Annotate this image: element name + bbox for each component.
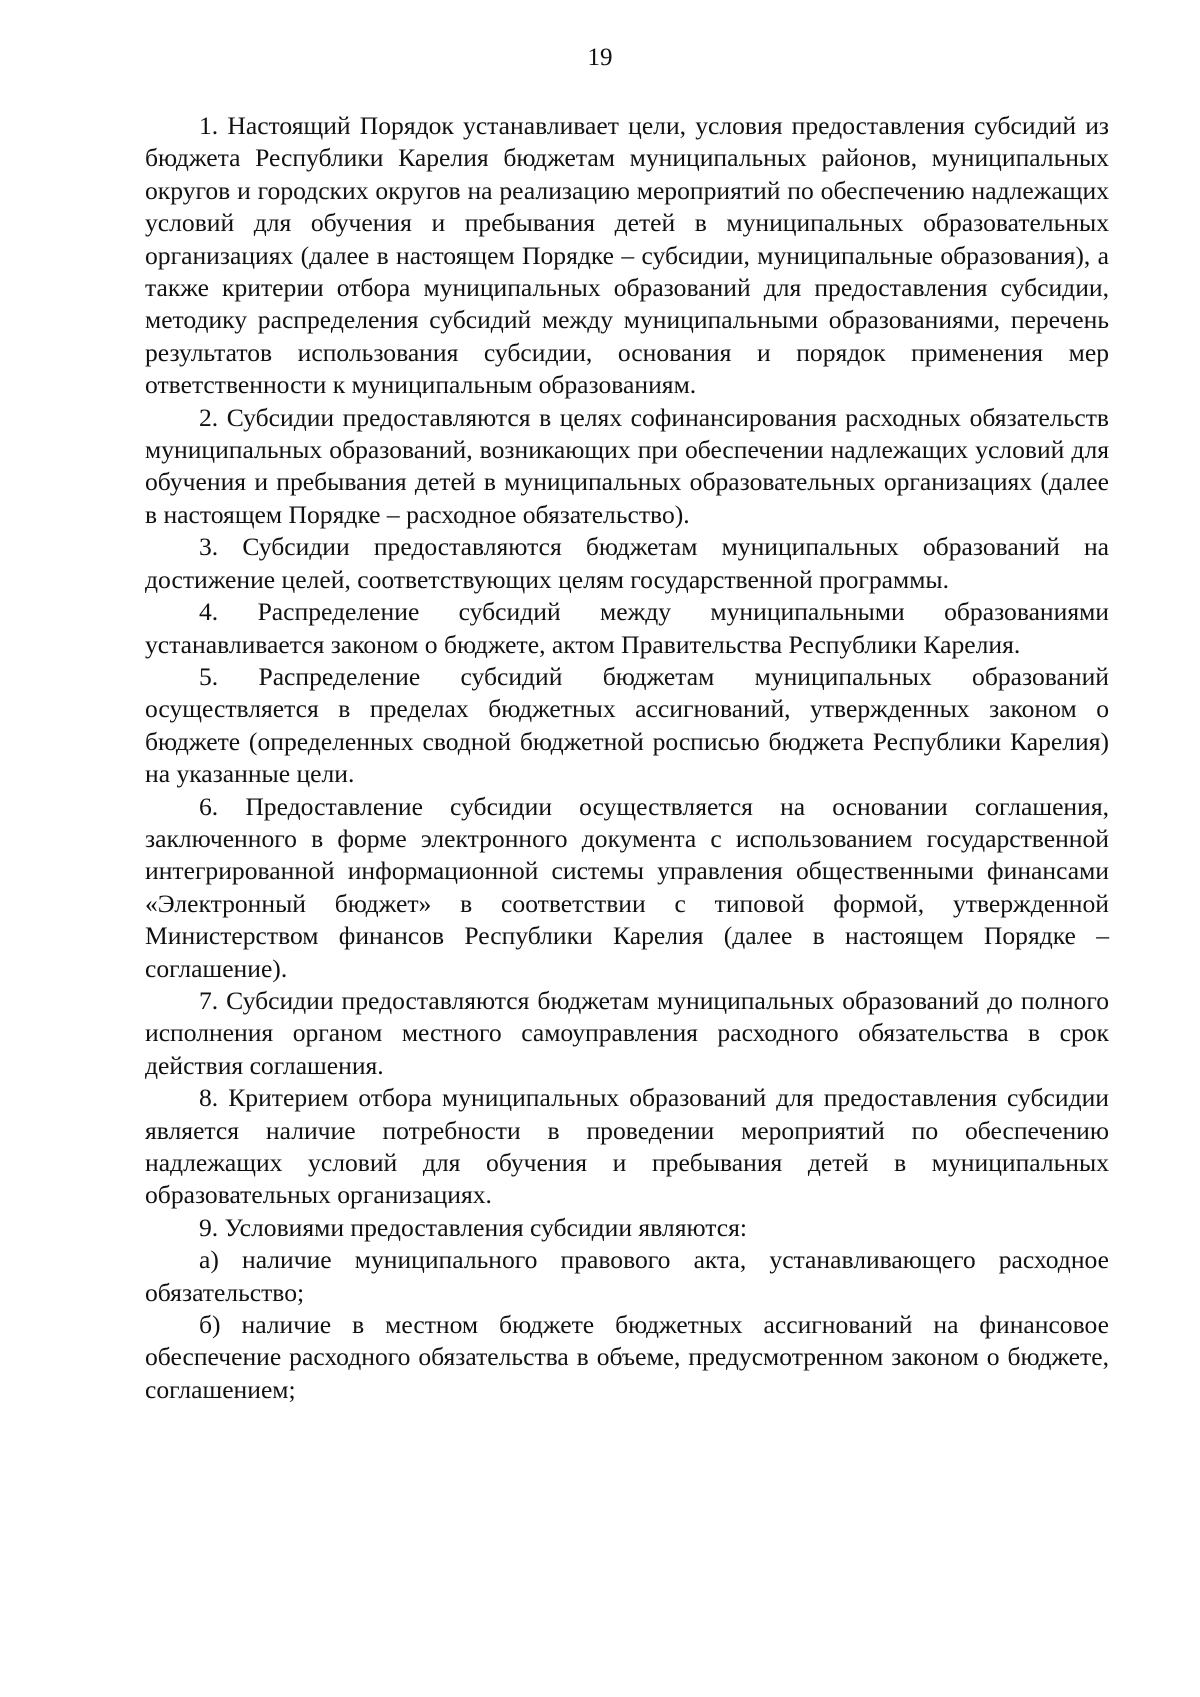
- document-body: [145, 110, 1109, 1406]
- paragraph-2: 2. Субсидии предоставляются в целях софинансирования расходных обязательств муниципальных образований, возникающих при обеспечении надлежащих условий для обучения и пребывания детей в муниципальных образовательных организациях (далее в настоящем Порядке – расходное обязательство).: [145, 402, 1109, 529]
- paragraph-5: 5. Распределение субсидий бюджетам муниципальных образований осуществляется в пределах бюджетных ассигнований, утвержденных законом о бюджете (определенных сводной бюджетной росписью бюджета Республики Карелия) на указанные цели.: [145, 661, 1109, 789]
- paragraph-3: 3. Субсидии предоставляются бюджетам муниципальных образований на достижение целей, соответствующих целям государственной программы.: [145, 532, 1109, 594]
- paragraph-9a: а) наличие муниципального правового акта, устанавливающего расходное обязательство;: [145, 1245, 1109, 1307]
- paragraph-7: 7. Субсидии предоставляются бюджетам муниципальных образований до полного исполнения органом местного самоуправления расходного обязательства в срок действия соглашения.: [145, 985, 1109, 1080]
- paragraph-6: 6. Предоставление субсидии осуществляется на основании соглашения, заключенного в форме электронного документа с использованием государственной интегрированной информационной системы управления общественными финансами «Электронный бюджет» в соответствии с типовой формой, утвержденной Министерством финансов Республики Карелия (далее в настоящем Порядке – соглашение).: [145, 791, 1109, 983]
- paragraph-9: 9. Условиями предоставления субсидии являются:: [199, 1212, 748, 1242]
- paragraph-4: 4. Распределение субсидий между муниципальными образованиями устанавливается законом о бюджете, актом Правительства Республики Карелия.: [145, 597, 1109, 659]
- paragraph-1: 1. Настоящий Порядок устанавливает цели, условия предоставления субсидий из бюджета Республики Карелия бюджетам муниципальных районов, муниципальных округов и городских округов на реализацию мероприятий по обеспечению надлежащих условий для обучения и пребывания детей в муниципальных образовательных организациях (далее в настоящем Порядке – субсидии, муниципальные образования), а также критерии отбора муниципальных образований для предоставления субсидии, методику распределения субсидий между муниципальными образованиями, перечень результатов использования субсидии, основания и порядок применения мер ответственности к муниципальным образованиям.: [145, 111, 1109, 400]
- paragraph-8: 8. Критерием отбора муниципальных образований для предоставления субсидии является наличие потребности в проведении мероприятий по обеспечению надлежащих условий для обучения и пребывания детей в муниципальных образовательных организациях.: [145, 1083, 1109, 1210]
- paragraph-9b: б) наличие в местном бюджете бюджетных ассигнований на финансовое обеспечение расходного обязательства в объеме, предусмотренном законом о бюджете, соглашением;: [145, 1310, 1109, 1404]
- page-number: 19: [587, 44, 613, 71]
